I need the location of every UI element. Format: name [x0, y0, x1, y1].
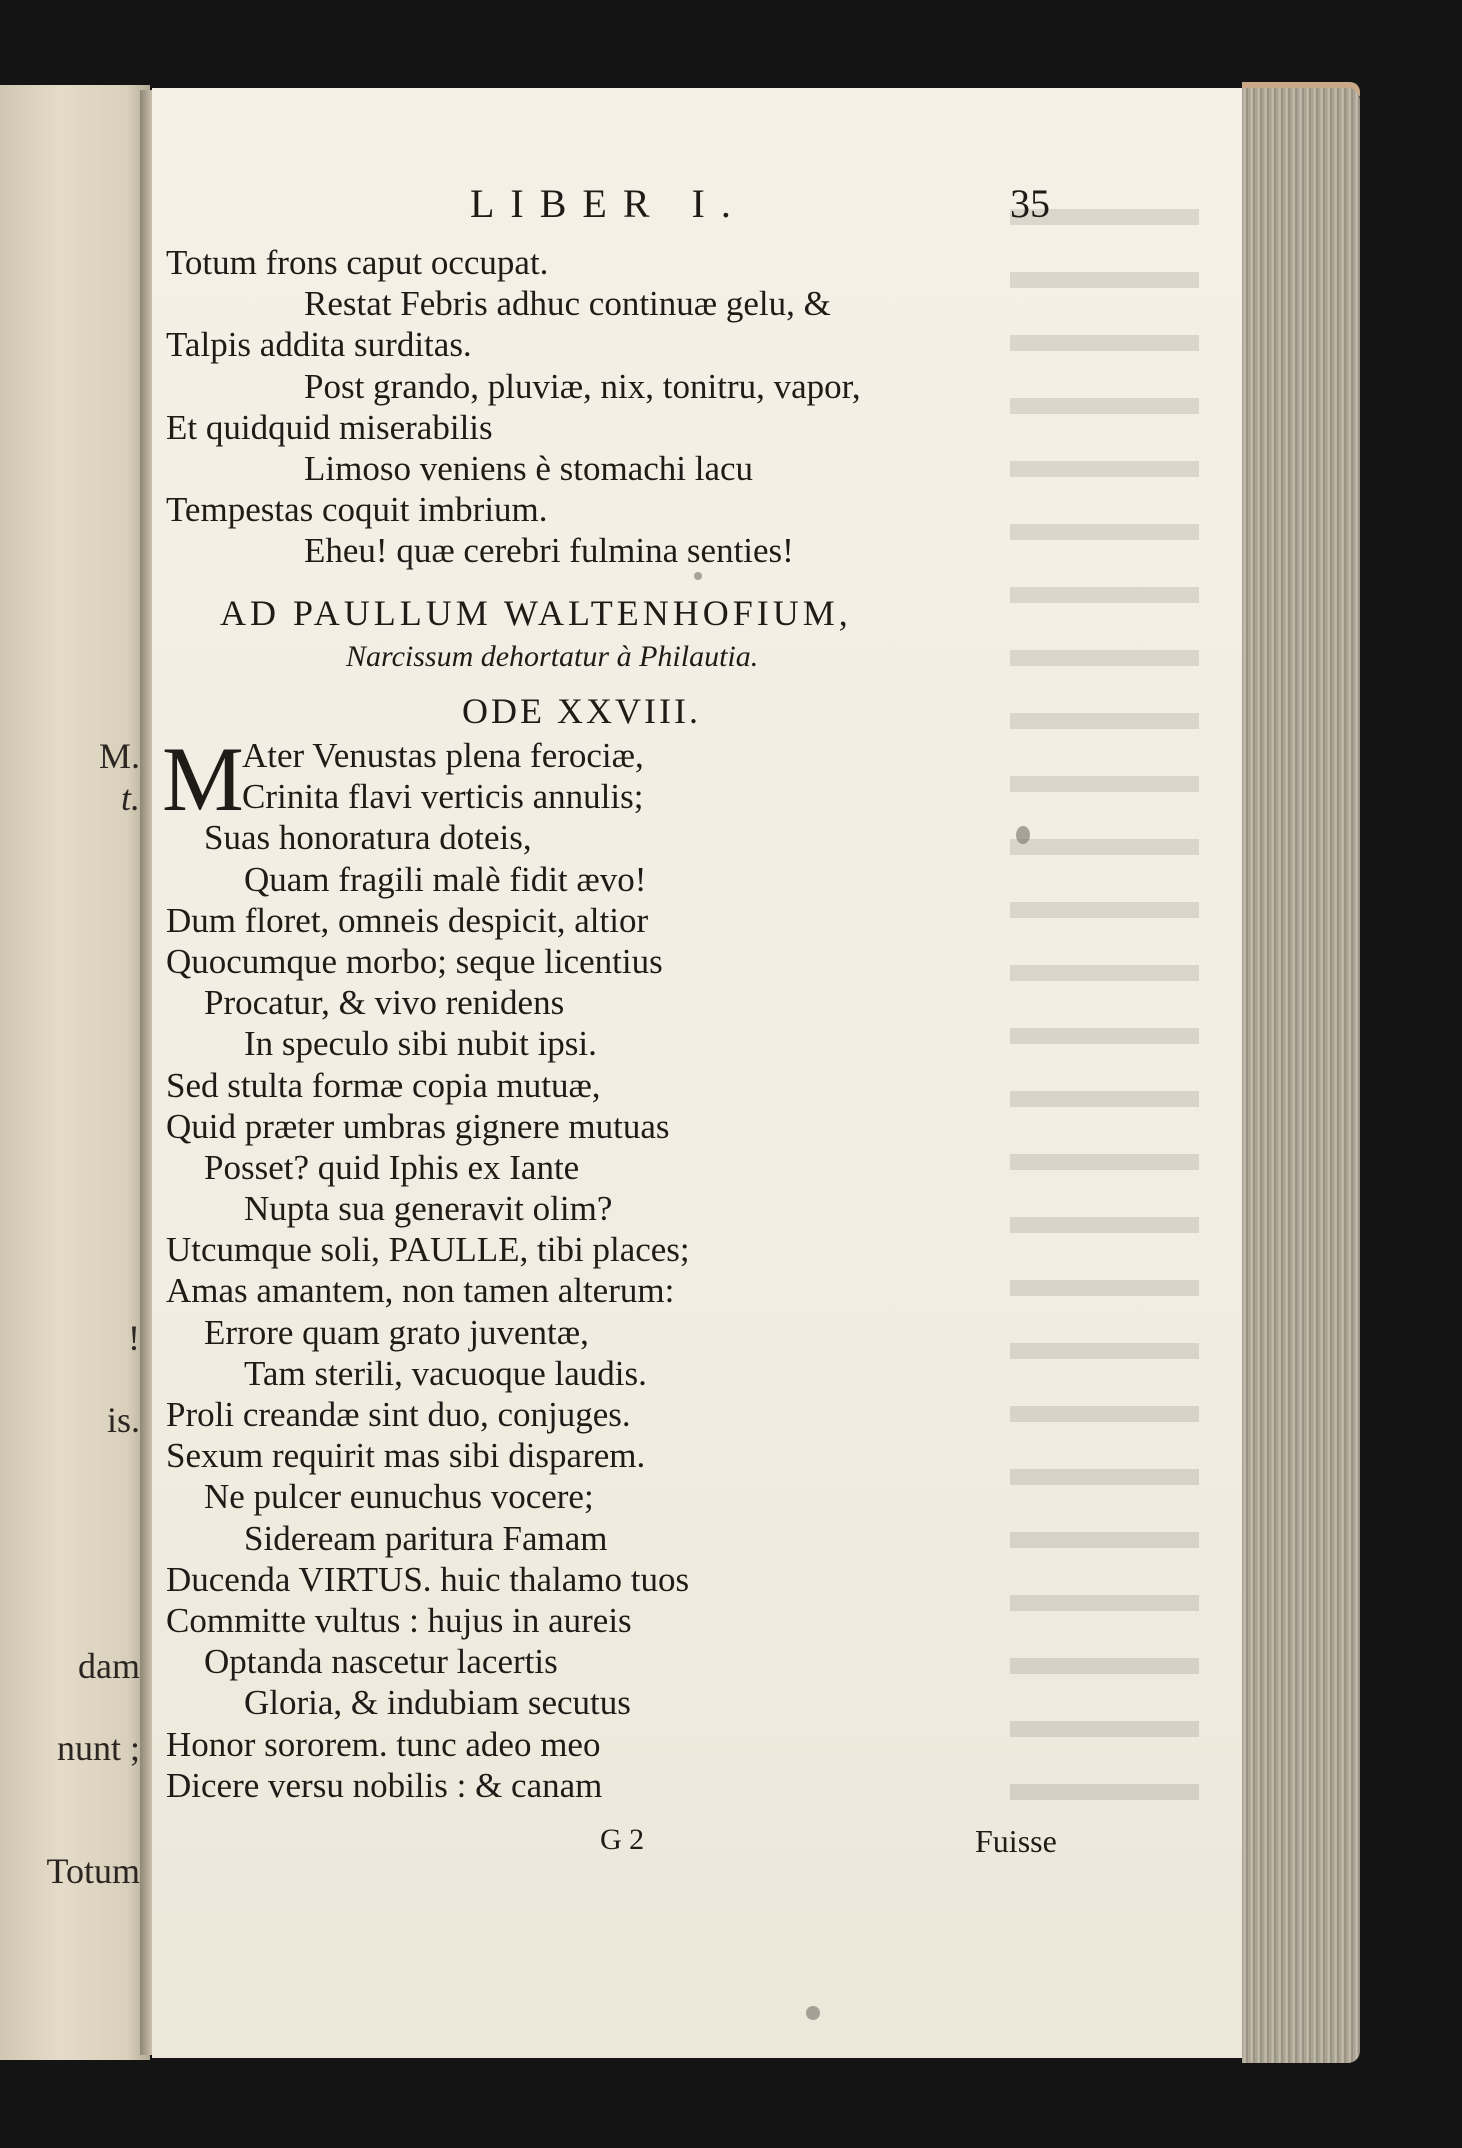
- verse-line: Talpis addita surditas.: [166, 325, 472, 365]
- page-number: 35: [1010, 181, 1050, 226]
- ode-body: [166, 735, 690, 1806]
- verse-line: Et quidquid miserabilis: [166, 407, 493, 447]
- ode-number: ODE XXVIII.: [462, 691, 701, 731]
- signature-mark: G 2: [600, 1823, 645, 1856]
- verse-line: Nupta sua generavit olim?: [244, 1189, 613, 1229]
- verse-line: Eheu! quæ cerebri fulmina senties!: [304, 531, 794, 571]
- verse-line: Ducenda VIRTUS. huic thalamo tuos: [166, 1559, 690, 1599]
- verse-line: Honor sororem. tunc adeo meo: [166, 1724, 601, 1764]
- facing-fragment: t.: [120, 778, 140, 818]
- verse-line: Procatur, & vivo renidens: [204, 983, 565, 1023]
- verse-line: Crinita flavi verticis annulis;: [242, 777, 644, 817]
- verse-line: Quocumque morbo; seque licentius: [166, 941, 663, 981]
- verse-line: Sexum requirit mas sibi disparem.: [166, 1436, 646, 1476]
- running-title: LIBER I.: [470, 181, 747, 226]
- foxing-spot: [694, 572, 702, 580]
- verse-line: Totum frons caput occupat.: [166, 243, 549, 282]
- facing-fragment: Totum: [46, 1851, 140, 1891]
- previous-poem: [166, 242, 861, 572]
- ode-subtitle: Narcissum dehortatur à Philautia.: [346, 640, 759, 673]
- verse-line: Dum floret, omneis despicit, altior: [166, 900, 649, 940]
- facing-fragment: !: [128, 1318, 140, 1358]
- page-edges: [1242, 88, 1360, 2063]
- verse-line: Quam fragili malè fidit ævo!: [244, 859, 647, 899]
- drop-cap: M: [162, 728, 244, 830]
- verse-line: Limoso veniens è stomachi lacu: [304, 448, 754, 488]
- verse-line: Optanda nascetur lacertis: [204, 1642, 558, 1682]
- verse-line: Utcumque soli, PAULLE, tibi places;: [166, 1230, 690, 1270]
- verse-line: Post grando, pluviæ, nix, tonitru, vapor,: [304, 366, 861, 406]
- verse-line: Errore quam grato juventæ,: [204, 1312, 589, 1352]
- verse-line: Restat Febris adhuc continuæ gelu, &: [304, 284, 831, 324]
- facing-fragment: dam: [78, 1646, 140, 1686]
- foxing-spot: [806, 2006, 820, 2020]
- verse-line: In speculo sibi nubit ipsi.: [244, 1024, 597, 1064]
- verse-line: Posset? quid Iphis ex Iante: [204, 1147, 580, 1187]
- facing-fragment: nunt ;: [56, 1728, 140, 1768]
- facing-fragment: is.: [106, 1400, 140, 1440]
- verse-line: Gloria, & indubiam secutus: [244, 1683, 631, 1723]
- verse-line: Quid præter umbras gignere mutuas: [166, 1106, 670, 1146]
- verse-line: Proli creandæ sint duo, conjuges.: [166, 1395, 631, 1434]
- verse-line: Ne pulcer eunuchus vocere;: [204, 1477, 594, 1517]
- verse-line: Sed stulta formæ copia mutuæ,: [166, 1065, 601, 1105]
- facing-fragment: M.: [98, 736, 140, 776]
- verse-line: Tam sterili, vacuoque laudis.: [244, 1353, 647, 1393]
- facing-page-edge: [0, 85, 150, 2060]
- verse-line: Sideream paritura Famam: [244, 1518, 608, 1558]
- verse-line: Dicere versu nobilis : & canam: [166, 1765, 603, 1805]
- verse-line: Suas honoratura doteis,: [204, 818, 532, 858]
- verse-line: Amas amantem, non tamen alterum:: [166, 1271, 675, 1311]
- catchword: Fuisse: [975, 1823, 1057, 1859]
- verse-line: Committe vultus : hujus in aureis: [166, 1600, 632, 1640]
- verse-line: Tempestas coquit imbrium.: [166, 490, 548, 530]
- foxing-spot: [1016, 826, 1030, 844]
- verse-line: Ater Venustas plena ferociæ,: [242, 736, 644, 775]
- ode-heading: AD PAULLUM WALTENHOFIUM,: [220, 593, 852, 633]
